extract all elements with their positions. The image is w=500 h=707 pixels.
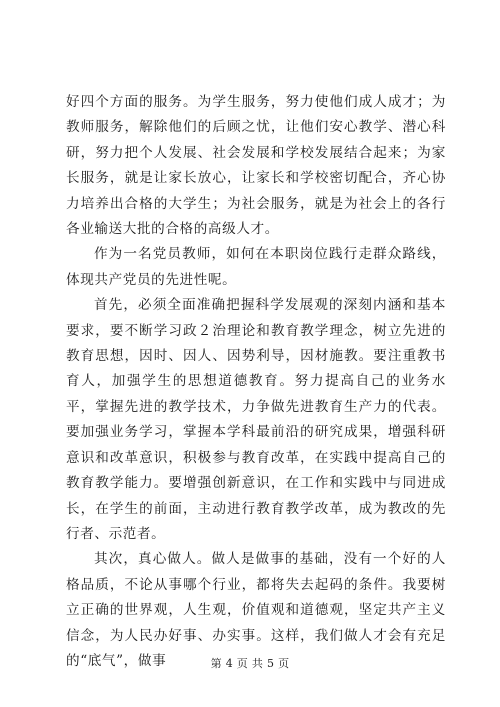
paragraph-first: 首先，必须全面准确把握科学发展观的深刻内涵和基本要求，要不断学习政２治理论和教育教学理念，树立先进的教育思想，因时、因人、因势利导，因材施教。要注重教书育人，加强学生的思想道德教育。努力提高自己的业务水平，掌握先进的教学技术，力争做先进教育生产力的代表。要加强业务学习，掌握本学科最前沿的研究成果，增强科研意识和改革意识，积极参与教育改革，在实践中提高自己的教育教学能力。要增强创新意识，在工作和实践中与同进成长，在学生的前面，主动进行教育教学改革，成为教改的先行者、示范者。 (66, 297, 446, 542)
paragraph-question: 作为一名党员教师，如何在本职岗位践行走群众路线，体现共产党员的先进性呢。 (66, 246, 446, 288)
document-body (66, 90, 446, 674)
paragraph-second: 其次，真心做人。做人是做事的基础，没有一个好的人格品质，不论从事哪个行业，都将失去起码的条件。我要树立正确的世界观，人生观，价值观和道德观，坚定共产主义信念，为人民办好事、办实事。这样，我们做人才会有充足的“底气”，做事 (66, 551, 446, 669)
paragraph-services: 好四个方面的服务。为学生服务，努力使他们成人成才；为教师服务，解除他们的后顾之忧，让他们安心教学、潜心科研，努力把个人发展、社会发展和学校发展结合起来；为家长服务，就是让家长放心，让家长和学校密切配合，齐心协力培养出合格的大学生；为社会服务，就是为社会上的各行各业输送大批的合格的高级人才。 (66, 94, 446, 238)
page-footer: 第 4 页 共 5 页 (210, 657, 290, 670)
